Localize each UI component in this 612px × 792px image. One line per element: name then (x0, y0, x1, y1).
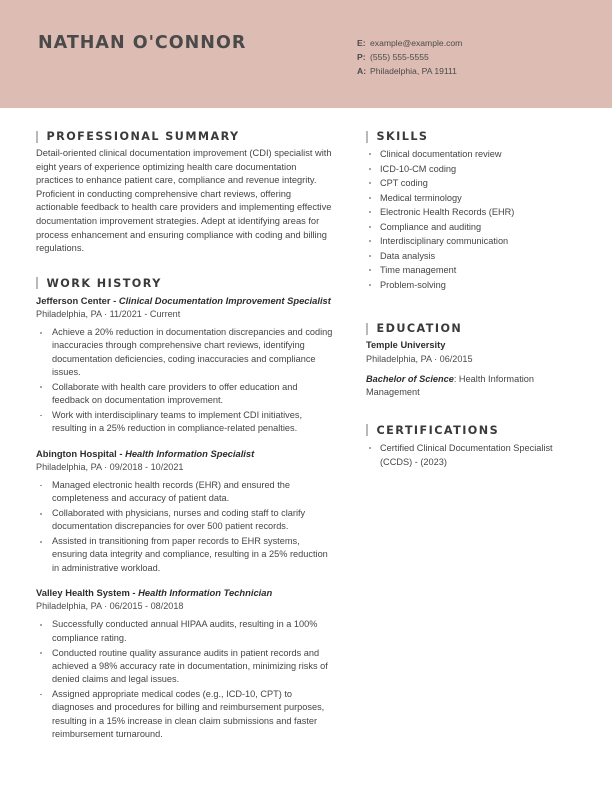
resume-header-band (0, 0, 612, 108)
job-separator: - (116, 447, 126, 459)
job-company: Valley Health System (36, 587, 130, 599)
job-meta-dot: · (101, 308, 110, 319)
job-dates: 09/2018 - 10/2021 (109, 461, 184, 472)
contact-row-address (357, 64, 462, 78)
contact-info-block (357, 36, 462, 79)
work-history-entry (36, 447, 336, 575)
work-history-entry (36, 586, 336, 741)
work-history-heading-label: WORK HISTORY (46, 276, 162, 290)
spacer-after-summary (36, 256, 336, 277)
job-location: Philadelphia, PA (36, 461, 102, 472)
contact-row-email (357, 36, 462, 50)
job-dates: 11/2021 - Current (109, 308, 181, 319)
job-title-line (36, 586, 336, 599)
education-meta-dot: · (431, 354, 440, 364)
job-meta-line (36, 461, 336, 474)
section-certifications (366, 424, 578, 470)
left-column (36, 130, 336, 743)
job-title-line (36, 294, 336, 307)
job-bullet-list (36, 618, 336, 741)
job-separator: - (129, 587, 139, 599)
job-bullet: Assisted in transitioning from paper records to EHR systems, ensuring data integrity and compliance, resulting in a 25% reduction in administrative workload. (36, 535, 336, 575)
professional-summary-heading (36, 130, 336, 143)
section-work-history (36, 277, 336, 741)
skill-item: Electronic Health Records (EHR) (366, 205, 578, 220)
education-school: Temple University (366, 340, 446, 350)
job-bullet-list (36, 326, 336, 435)
skills-heading-label: SKILLS (376, 130, 429, 143)
job-bullet: Assigned appropriate medical codes (e.g., ICD-10, CPT) to diagnoses and procedures for billing and reimbursement purposes, resulting in a 15% increase in clean claim submissions and faster reimbursement turnaround. (36, 688, 336, 741)
education-degree-label: Bachelor of Science (366, 374, 454, 384)
job-bullet: Successfully conducted annual HIPAA audits, resulting in a 100% compliance rating. (36, 618, 336, 645)
education-degree-field: : Health Information Management (366, 374, 535, 398)
contact-key-phone: P: (357, 52, 366, 63)
section-tick-icon (366, 323, 368, 335)
job-location: Philadelphia, PA (36, 601, 102, 612)
certifications-heading-label: CERTIFICATIONS (376, 423, 500, 437)
education-meta-line (366, 352, 578, 366)
section-tick-icon (366, 424, 368, 436)
job-meta-dot: · (101, 601, 110, 612)
certifications-heading (366, 424, 578, 437)
professional-summary-heading-label: PROFESSIONAL SUMMARY (46, 130, 240, 143)
contact-value-address: Philadelphia, PA 19111 (370, 66, 457, 77)
skill-item: Interdisciplinary communication (366, 234, 578, 249)
job-company: Abington Hospital (36, 447, 117, 459)
contact-value-phone[interactable]: (555) 555-5555 (370, 52, 429, 63)
contact-row-phone (357, 50, 462, 64)
section-education (366, 322, 578, 400)
job-dates: 06/2015 - 08/2018 (109, 601, 184, 612)
contact-key-email: E: (357, 38, 366, 48)
education-heading (366, 322, 578, 335)
job-separator: - (110, 294, 119, 306)
section-professional-summary (36, 130, 336, 256)
candidate-name: NATHAN O'CONNOR (38, 33, 247, 53)
job-bullet: Conducted routine quality assurance audits in patient records and achieved a 98% accuracy rate in documentation, minimizing risks of denied claims and legal issues. (36, 647, 336, 687)
spacer-before-certifications (366, 400, 578, 424)
job-bullet: Managed electronic health records (EHR) and ensured the completeness and accuracy of patient data. (36, 479, 336, 506)
certifications-list (366, 441, 578, 470)
work-history-entry (36, 294, 336, 436)
job-bullet-list (36, 479, 336, 575)
job-role: Clinical Documentation Improvement Specialist (118, 294, 331, 306)
skill-item: Problem-solving (366, 278, 578, 293)
skill-item: Data analysis (366, 249, 578, 264)
job-role: Health Information Specialist (125, 447, 255, 459)
spacer-before-education (366, 292, 578, 322)
education-heading-label: EDUCATION (376, 322, 463, 335)
work-history-heading (36, 277, 336, 290)
skill-item: Medical terminology (366, 191, 578, 206)
skill-item: Time management (366, 263, 578, 278)
job-bullet: Collaborate with health care providers to offer education and feedback on documentation improvement. (36, 381, 336, 408)
section-skills (366, 130, 578, 292)
job-meta-dot: · (101, 461, 110, 472)
skill-item: Clinical documentation review (366, 147, 578, 162)
certification-item: Certified Clinical Documentation Specialist (CCDS) - (2023) (366, 441, 578, 470)
job-bullet: Collaborated with physicians, nurses and coding staff to clarify documentation discrepancies for over 500 patient records. (36, 507, 336, 534)
section-tick-icon (36, 277, 38, 289)
skill-item: Compliance and auditing (366, 220, 578, 235)
job-bullet: Work with interdisciplinary teams to implement CDI initiatives, resulting in a 25% reduction in compliance-related penalties. (36, 409, 336, 436)
education-degree-line (366, 373, 578, 400)
job-meta-line (36, 308, 336, 321)
contact-value-email[interactable]: example@example.com (370, 38, 463, 48)
job-bullet: Achieve a 20% reduction in documentation discrepancies and coding inaccuracies through comprehensive chart reviews, identifying documentation deficiencies, coding inaccuracies and compliance issues. (36, 326, 336, 379)
skills-list (366, 147, 578, 292)
skill-item: ICD-10-CM coding (366, 162, 578, 177)
professional-summary-text: Detail-oriented clinical documentation improvement (CDI) specialist with eight years of experience optimizing health care documentation practices to enhance patient care, compliance and revenue integrity. Proficient in conducting comprehensive chart reviews, offering actionable feedback to health care providers and implementing effective documentation improvement strategies. Adept at identifying areas for process enhancement and ensuring compliance with coding and billing regulations. (36, 148, 332, 254)
skills-heading (366, 130, 578, 143)
education-location: Philadelphia, PA (366, 354, 432, 364)
section-tick-icon (36, 131, 38, 143)
job-role: Health Information Technician (138, 587, 273, 599)
contact-key-address: A: (357, 66, 367, 77)
job-company: Jefferson Center (36, 294, 111, 306)
job-title-line (36, 447, 336, 460)
education-date: 06/2015 (439, 354, 473, 364)
job-meta-line (36, 600, 336, 613)
job-location: Philadelphia, PA (36, 308, 102, 319)
section-tick-icon (366, 131, 368, 143)
skill-item: CPT coding (366, 176, 578, 191)
right-column (366, 130, 578, 470)
